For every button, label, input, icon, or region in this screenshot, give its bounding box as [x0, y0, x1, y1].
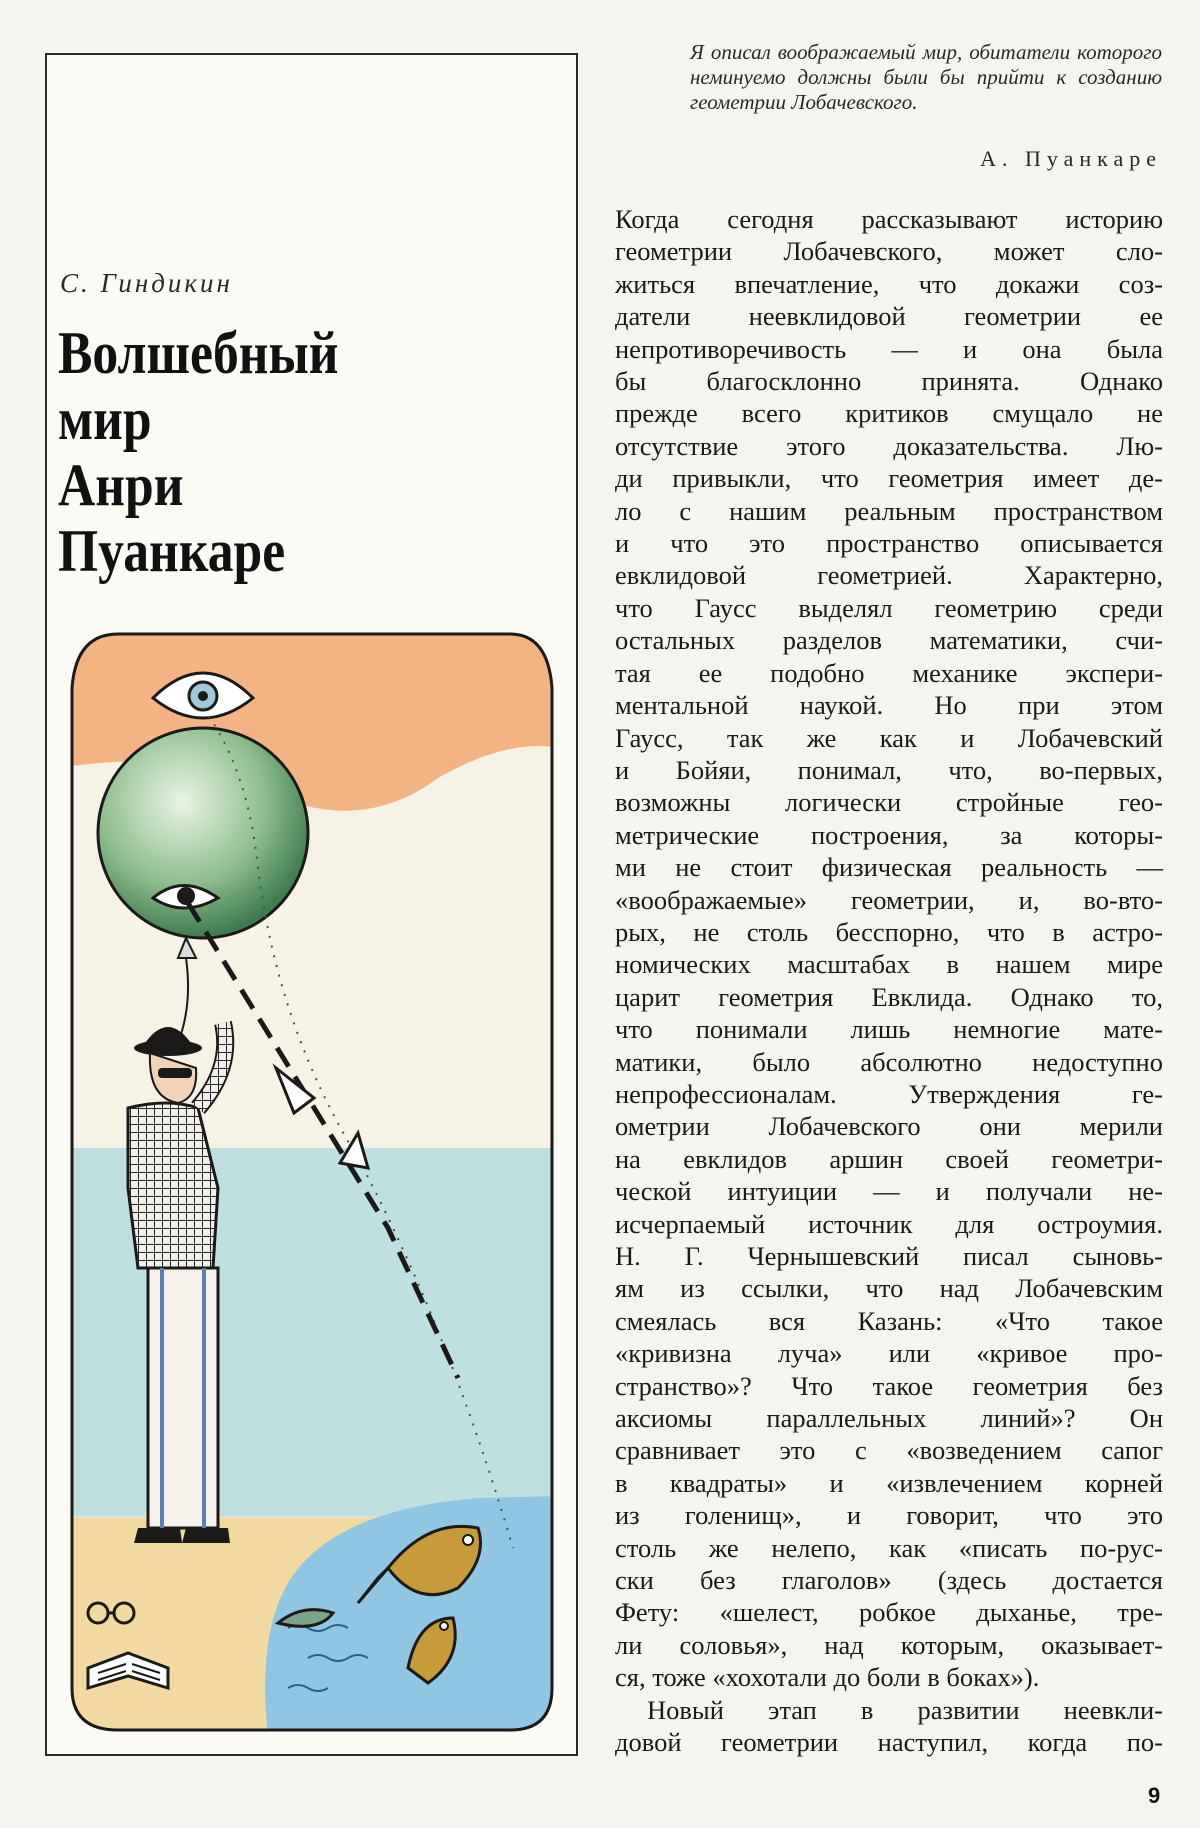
article-title	[58, 320, 436, 584]
body-line: ся, тоже «хохотали до боли в боках»).	[615, 1662, 1040, 1693]
body-line: непротиворечивость — и она была	[615, 333, 1163, 364]
body-line: в квадраты» и «извлечением корней	[615, 1467, 1163, 1498]
body-line: исчерпаемый источник для остроумия.	[615, 1208, 1163, 1239]
poincare-illustration	[58, 628, 560, 1738]
body-line: ли соловья», над которым, оказывает-	[615, 1629, 1163, 1660]
body-line: житься впечатление, что докажи соз-	[615, 268, 1163, 299]
body-line: прежде всего критиков смущало не	[615, 398, 1163, 429]
body-line: аксиомы параллельных линий»? Он	[615, 1403, 1163, 1434]
body-line: евклидовой геометрией. Характерно,	[615, 560, 1163, 591]
body-line: ментальной наукой. Но при этом	[615, 690, 1163, 721]
title-line: Волшебный	[58, 320, 339, 386]
body-line: матики, было абсолютно недоступно	[615, 1046, 1163, 1077]
body-line: довой геометрии наступил, когда по-	[615, 1727, 1163, 1758]
body-line: тая ее подобно механике экспери-	[615, 657, 1163, 688]
body-line: ло с нашим реальным пространством	[615, 495, 1163, 526]
body-line: из голенищ», и говорит, что это	[615, 1500, 1163, 1531]
article-author: С. Гиндикин	[60, 268, 233, 298]
body-line: Когда сегодня рассказывают историю	[615, 204, 1163, 234]
body-line: номических масштабах в нашем мире	[615, 949, 1163, 980]
body-line: ди привыкли, что геометрия имеет де-	[615, 463, 1163, 494]
title-line: Пуанкаре	[58, 518, 286, 584]
body-line: возможны логически стройные гео-	[615, 787, 1163, 818]
body-line: «кривизна луча» или «кривое про-	[615, 1338, 1163, 1369]
body-line: непрофессионалам. Утверждения ге-	[615, 1078, 1163, 1109]
body-line: ски без глаголов» (здесь достается	[615, 1565, 1163, 1596]
title-line: Анри	[58, 452, 184, 518]
body-line: отсутствие этого доказательства. Лю-	[615, 430, 1163, 461]
body-line: сравнивает это с «возведением сапог	[615, 1435, 1163, 1466]
body-line: бы благосклонно принята. Однако	[615, 366, 1163, 397]
body-line: Новый этап в развитии неевкли-	[647, 1694, 1163, 1725]
body-line: рых, не столь бесспорно, что в астро-	[615, 916, 1163, 947]
body-line: и Бойяи, понимал, что, во-первых,	[615, 754, 1163, 785]
body-line: метрические построения, за которы-	[615, 819, 1163, 850]
body-line: на евклидов аршин своей геометри-	[615, 1143, 1163, 1174]
body-line: что Гаусс выделял геометрию среди	[615, 592, 1163, 623]
body-line: столь же нелепо, как «писать по-рус-	[615, 1532, 1163, 1563]
body-line: остальных разделов математики, счи-	[615, 625, 1163, 656]
body-line: что понимали лишь немногие мате-	[615, 1014, 1163, 1045]
body-line: ми не стоит физическая реальность —	[615, 852, 1163, 883]
body-line: ометрии Лобачевского они мерили	[615, 1111, 1163, 1142]
body-line: Н. Г. Чернышевский писал сыновь-	[615, 1241, 1163, 1271]
title-line: мир	[58, 386, 152, 452]
epigraph-author: А. Пуанкаре	[980, 146, 1162, 171]
body-line: и что это пространство описывается	[615, 528, 1163, 559]
body-line: Фету: «шелест, робкое дыханье, тре-	[615, 1597, 1163, 1628]
body-line: царит геометрия Евклида. Однако то,	[615, 981, 1163, 1012]
body-line: геометрии Лобачевского, может сло-	[615, 236, 1163, 267]
body-line: датели неевклидовой геометрии ее	[615, 301, 1163, 332]
body-line: Гаусс, так же как и Лобачевский	[615, 722, 1163, 753]
article-body	[615, 203, 1163, 1759]
body-line: странство»? Что такое геометрия без	[615, 1370, 1163, 1401]
epigraph-text: Я описал воображаемый мир, обитатели которого неминуемо должны были бы прийти к созданию геометрии Лобачевского.	[690, 40, 1162, 114]
body-line: ческой интуиции — и получали не-	[615, 1176, 1163, 1207]
body-line: «воображаемые» геометрии, и, во-вто-	[615, 884, 1163, 915]
body-line: ям из ссылки, что над Лобачевским	[615, 1273, 1163, 1304]
page-number: 9	[1148, 1783, 1161, 1808]
body-line: смеялась вся Казань: «Что такое	[615, 1305, 1163, 1336]
